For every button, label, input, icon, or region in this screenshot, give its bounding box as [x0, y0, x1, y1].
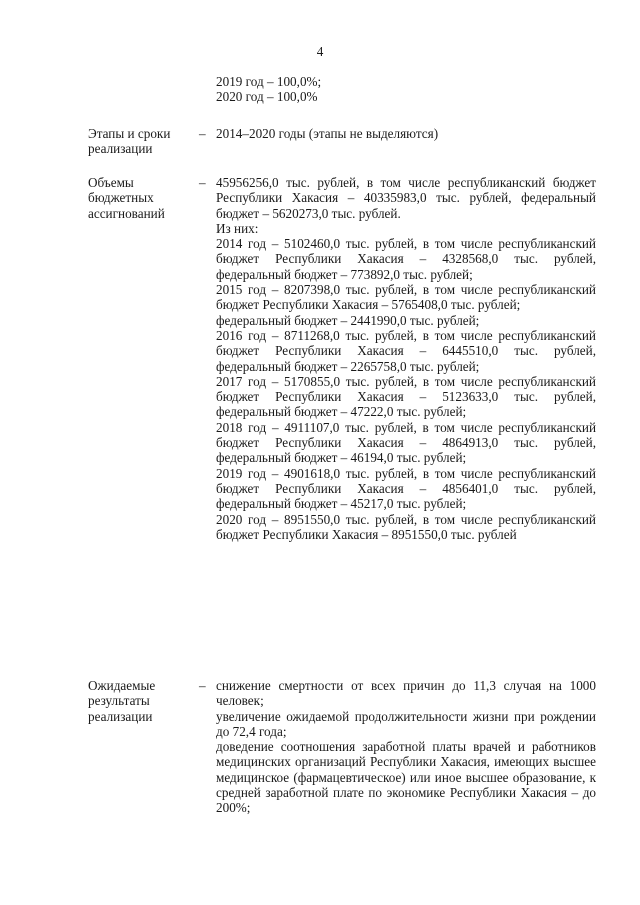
section-content: [216, 175, 596, 542]
section-label: [88, 126, 196, 157]
section-dash: –: [199, 175, 206, 190]
label-line: бюджетных: [88, 190, 154, 206]
paragraph: Из них:: [216, 220, 259, 236]
page-number: 4: [316, 44, 324, 59]
paragraph: снижение смертности от всех причин до 11,3 случая на 1000 человек;: [216, 678, 596, 709]
paragraph: 2014 год – 5102460,0 тыс. рублей, в том числе республиканский бюджет Республики Хакасия – 4328568,0 тыс. рублей, федеральный бюджет – 773892,0 тыс. рублей;: [216, 236, 596, 282]
label-line: Ожидаемые: [88, 678, 156, 693]
paragraph: 2016 год – 8711268,0 тыс. рублей, в том числе республиканский бюджет Республики Хакасия – 6445510,0 тыс. рублей, федеральный бюджет – 2265758,0 тыс. рублей;: [216, 327, 596, 374]
label-line: результаты: [88, 693, 150, 709]
label-line: ассигнований: [88, 205, 165, 221]
section-content: [216, 126, 596, 141]
paragraph: увеличение ожидаемой продолжительности жизни при рождении до 72,4 года;: [216, 708, 596, 739]
intro-line: 2020 год – 100,0%: [216, 89, 318, 105]
intro-line: 2019 год – 100,0%;: [216, 74, 322, 89]
section-dash: –: [199, 678, 206, 693]
paragraph: 45956256,0 тыс. рублей, в том числе республиканский бюджет Республики Хакасия – 40335983,0 тыс. рублей, федеральный бюджет – 5620273,0 тыс. рублей.: [216, 175, 596, 221]
paragraph: 2020 год – 8951550,0 тыс. рублей, в том числе республиканский бюджет Республики Хакасия – 8951550,0 тыс. рублей: [216, 511, 596, 542]
paragraph: 2018 год – 4911107,0 тыс. рублей, в том числе республиканский бюджет Республики Хакасия – 4864913,0 тыс. рублей, федеральный бюджет – 46194,0 тыс. рублей;: [216, 419, 596, 466]
paragraph: 2019 год – 4901618,0 тыс. рублей, в том числе республиканский бюджет Республики Хакасия – 4856401,0 тыс. рублей, федеральный бюджет – 45217,0 тыс. рублей;: [216, 465, 596, 512]
paragraph: 2014–2020 годы (этапы не выделяются): [216, 126, 439, 141]
section-label: [88, 678, 196, 724]
intro-lines: [216, 74, 596, 105]
paragraph: доведение соотношения заработной платы врачей и работников медицинских организаций Республики Хакасия, имеющих высшее медицинское (фармацевтическое) или иное высшее образование, к средней заработной плате по экономике Республики Хакасия – до 200%;: [216, 739, 596, 816]
label-line: Объемы: [88, 175, 134, 190]
label-line: реализации: [88, 708, 153, 724]
section-dash: –: [199, 126, 206, 141]
paragraph: 2015 год – 8207398,0 тыс. рублей, в том числе республиканский бюджет Республики Хакасия – 5765408,0 тыс. рублей;: [216, 282, 596, 313]
paragraph: 2017 год – 5170855,0 тыс. рублей, в том числе республиканский бюджет Республики Хакасия – 5123633,0 тыс. рублей, федеральный бюджет – 47222,0 тыс. рублей;: [216, 373, 596, 420]
paragraph: федеральный бюджет – 2441990,0 тыс. рублей;: [216, 312, 480, 328]
label-line: реализации: [88, 141, 153, 157]
label-line: Этапы и сроки: [88, 126, 171, 141]
section-content: [216, 678, 596, 816]
section-label: [88, 175, 196, 221]
